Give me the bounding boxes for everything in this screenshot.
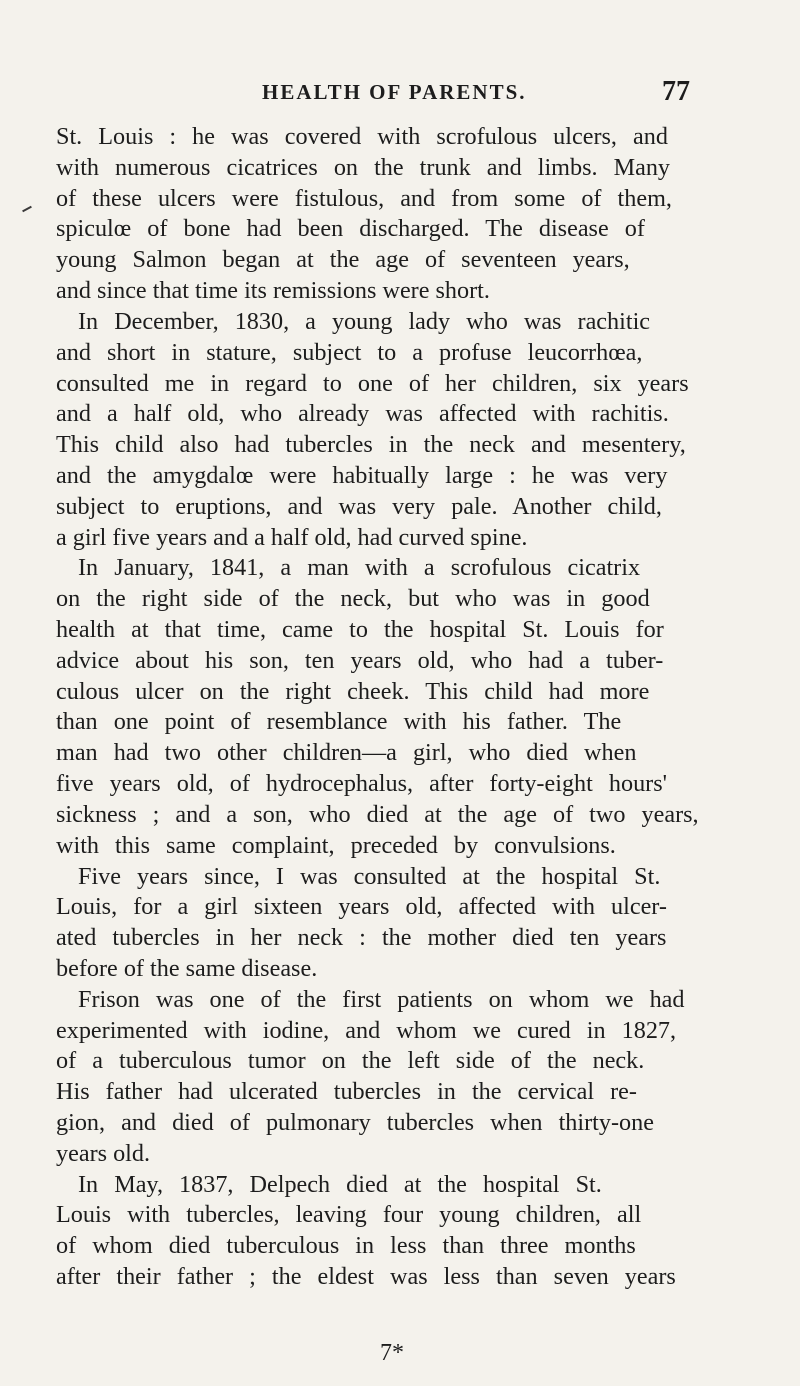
text-line: culous ulcer on the right cheek. This child had more [56,677,650,705]
text-line: spiculœ of bone had been discharged. The disease of [56,215,645,243]
text-line: sickness ; and a son, who died at the age of two years, [56,800,699,828]
text-line: and since that time its remissions were short. [56,277,490,305]
text-line: health at that time, came to the hospital St. Louis for [56,616,664,643]
text-line: consulted me in regard to one of her children, six years [56,369,689,397]
text-line: before of the same disease. [56,954,318,982]
text-line: five years old, of hydrocephalus, after forty-eight hours' [56,770,668,798]
text-line: experimented with iodine, and whom we cured in 1827, [56,1016,677,1044]
text-line: Louis with tubercles, leaving four young children, all [56,1201,642,1229]
text-line: with numerous cicatrices on the trunk and limbs. Many [56,153,671,181]
text-line: and the amygdalœ were habitually large : he was very [56,461,668,489]
text-line: of a tuberculous tumor on the left side of the neck. [56,1047,645,1075]
text-line: gion, and died of pulmonary tubercles when thirty-one [56,1109,654,1136]
text-line: subject to eruptions, and was very pale. Another child, [56,492,662,520]
text-line: and a half old, who already was affected with rachitis. [56,400,669,428]
text-line: on the right side of the neck, but who was in good [56,585,650,613]
text-line: In May, 1837, Delpech died at the hospital St. [78,1170,602,1198]
signature-mark: 7* [380,1340,404,1366]
text-line: This child also had tubercles in the neck and mesentery, [56,431,686,459]
body-text [56,122,716,1293]
text-line: ated tubercles in her neck : the mother died ten years [56,924,667,952]
text-line: St. Louis : he was covered with scrofulous ulcers, and [56,123,668,150]
text-line: man had two other children—a girl, who died when [56,739,637,767]
text-line: Frison was one of the first patients on whom we had [78,985,685,1013]
text-line: In January, 1841, a man with a scrofulous cicatrix [78,554,641,582]
running-head: HEALTH OF PARENTS. [262,80,527,104]
page-number: 77 [662,76,690,107]
text-line: of whom died tuberculous in less than three months [56,1232,636,1260]
text-line: Five years since, I was consulted at the hospital St. [78,862,661,890]
text-line: a girl five years and a half old, had curved spine. [56,523,528,551]
text-line: Louis, for a girl sixteen years old, affected with ulcer- [56,893,667,921]
text-line: young Salmon began at the age of seventeen years, [56,246,630,274]
text-line: years old. [56,1139,151,1167]
text-line: with this same complaint, preceded by convulsions. [56,831,616,859]
text-line: In December, 1830, a young lady who was rachitic [78,307,651,335]
text-line: than one point of resemblance with his father. The [56,708,622,736]
margin-mark [22,206,32,212]
text-line: and short in stature, subject to a profuse leucorrhœa, [56,338,643,366]
text-line: His father had ulcerated tubercles in the cervical re- [56,1078,637,1106]
text-line: after their father ; the eldest was less than seven years [56,1263,676,1291]
text-line: of these ulcers were fistulous, and from some of them, [56,184,672,212]
text-line: advice about his son, ten years old, who had a tuber- [56,646,664,674]
